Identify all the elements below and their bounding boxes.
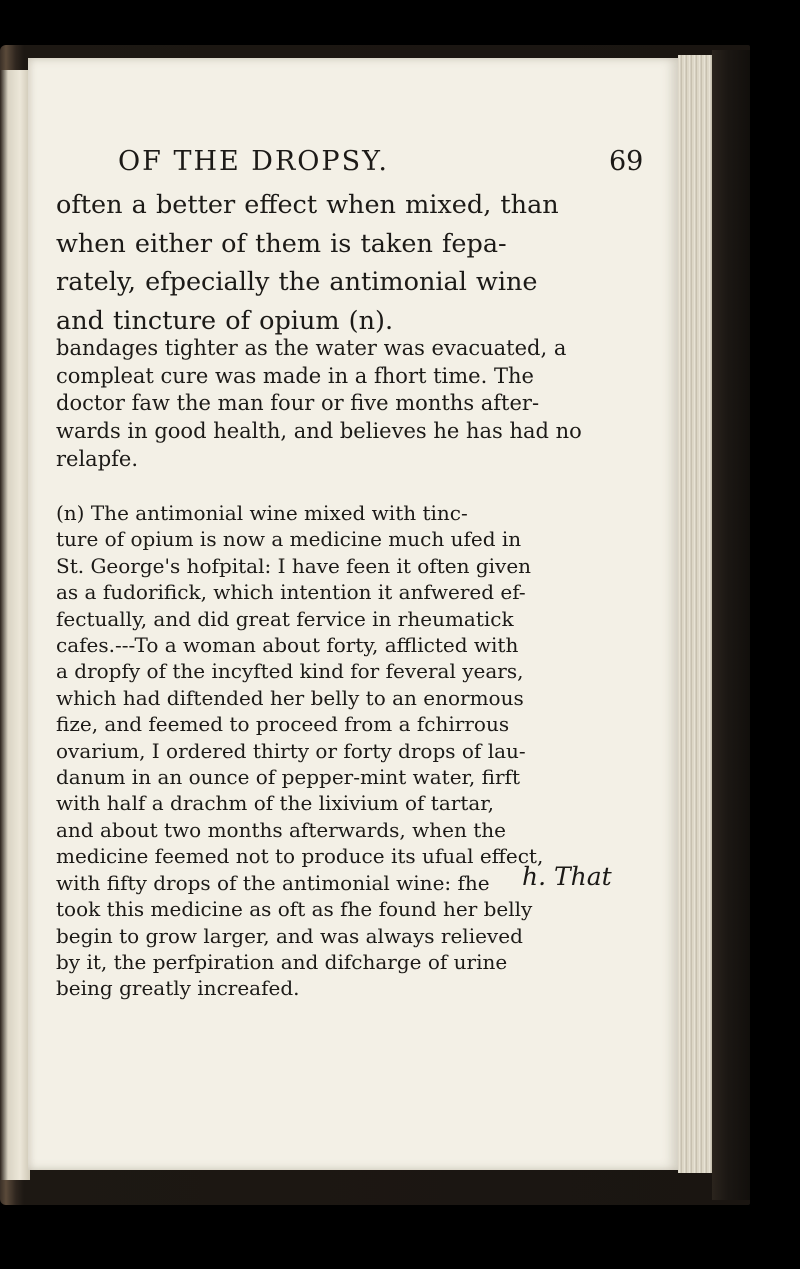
footnote-line: fize, and feemed to proceed from a fchirrous xyxy=(56,712,510,737)
footnote-line: with half a drachm of the lixivium of tartar, xyxy=(56,791,495,816)
footnote-line: ovarium, I ordered thirty or forty drops of lau- xyxy=(56,738,526,763)
footnote-line: which had diftended her belly to an enormous xyxy=(56,685,524,710)
footnote-line: (n) The antimonial wine mixed with tinc- xyxy=(56,501,468,525)
footnote-line: a dropfy of the incyfted kind for feveral years, xyxy=(56,659,524,684)
continued-footnote xyxy=(56,335,656,474)
footnote-line: ture of opium is now a medicine much ufed in xyxy=(56,527,522,552)
footnote-line: begin to grow larger, and was always relieved xyxy=(56,923,523,948)
running-header xyxy=(118,142,658,182)
footnote-line: St. George's hofpital: I have feen it often given xyxy=(56,553,532,578)
footnote-line: medicine feemed not to produce its ufual effect, xyxy=(56,844,544,869)
footnote-line: danum in an ounce of pepper-mint water, firft xyxy=(56,765,520,790)
main-line: when either of them is taken fepa- xyxy=(56,228,507,259)
main-line: often a better effect when mixed, than xyxy=(56,190,559,220)
main-line: rately, efpecially the antimonial wine xyxy=(56,267,538,298)
cover-right-edge xyxy=(712,50,750,1200)
continued-line: compleat cure was made in a fhort time. The xyxy=(56,363,534,388)
footnote-line: as a fudorifick, which intention it anfwered ef- xyxy=(56,580,526,605)
footnote-line: fectually, and did great fervice in rheumatick xyxy=(56,606,514,631)
footnote-n xyxy=(56,500,656,1002)
header-title: OF THE DROPSY. xyxy=(118,146,389,177)
page-fore-edge xyxy=(678,55,714,1173)
continued-line: bandages tighter as the water was evacuated, a xyxy=(56,336,567,360)
footnote-line: being greatly increafed. xyxy=(56,976,300,1001)
continued-line: relapfe. xyxy=(56,446,139,471)
footnote-line: took this medicine as oft as fhe found her belly xyxy=(56,897,533,922)
continued-line: wards in good health, and believes he has had no xyxy=(56,419,582,444)
footnote-line: by it, the perfpiration and difcharge of urine xyxy=(56,949,508,974)
main-line: and tincture of opium (n). xyxy=(56,305,394,336)
left-page-edge xyxy=(0,70,30,1180)
footnote-line: and about two months afterwards, when the xyxy=(56,817,506,842)
main-paragraph xyxy=(56,186,656,340)
continued-line: doctor faw the man four or five months after- xyxy=(56,391,540,416)
footnote-line: cafes.---To a woman about forty, afflicted with xyxy=(56,633,519,658)
catchword: h. That xyxy=(522,862,612,891)
page-number: 69 xyxy=(609,146,644,177)
footnote-line: with fifty drops of the antimonial wine: fhe xyxy=(56,870,490,895)
